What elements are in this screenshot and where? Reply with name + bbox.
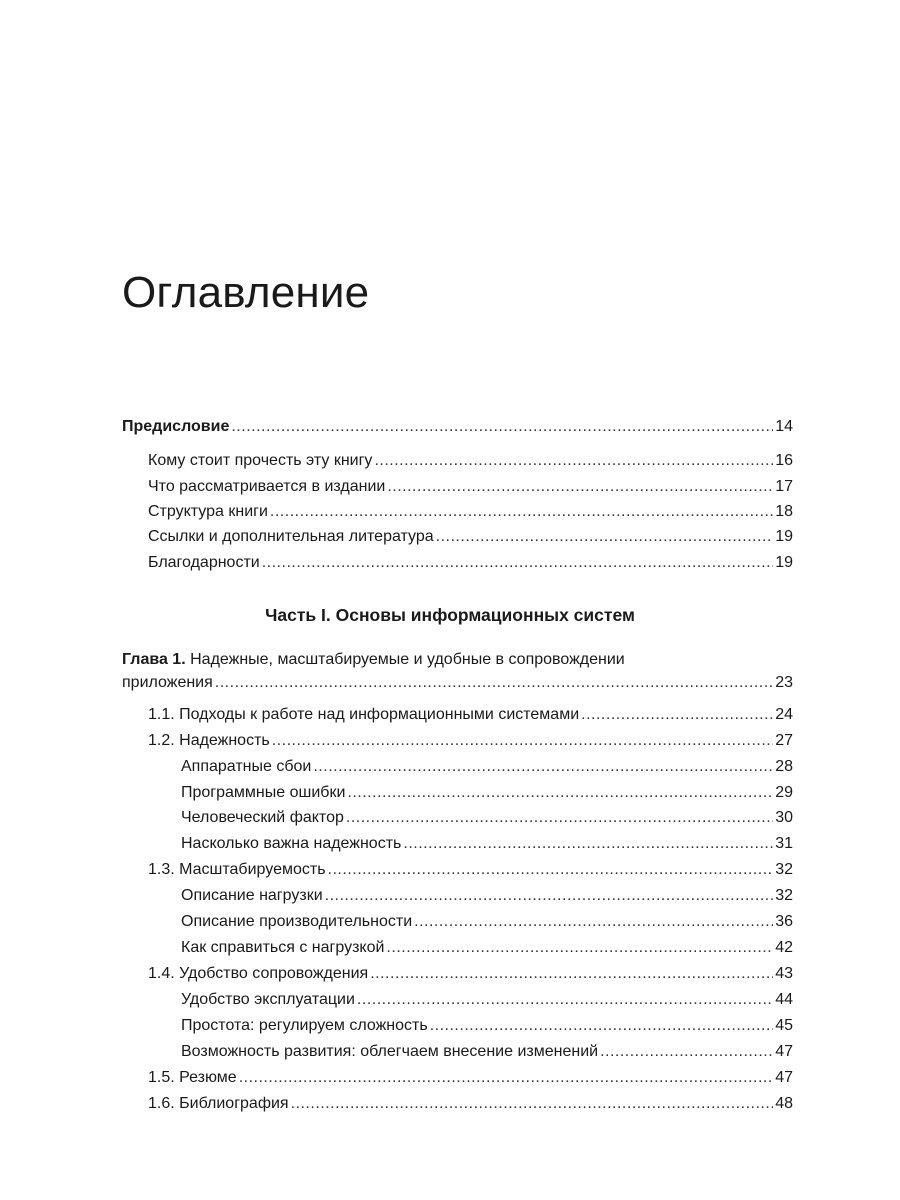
toc-page-number: 47 [775, 1069, 793, 1086]
toc-page-number: 24 [775, 706, 793, 723]
toc-page-number: 23 [775, 674, 793, 691]
toc-entry[interactable] [181, 990, 793, 1010]
toc-entry-label: Удобство эксплуатации [181, 991, 355, 1008]
toc-entry[interactable] [148, 964, 793, 984]
toc-entry-label: 1.6. Библиография [148, 1095, 289, 1112]
toc-entry-label: Аппаратные сбои [181, 758, 312, 775]
toc-page-number: 47 [775, 1043, 793, 1060]
toc-page-number: 48 [775, 1095, 793, 1112]
chapter-title-text: Надежные, масштабируемые и удобные в сопровождении [190, 651, 625, 668]
toc-entry[interactable] [148, 451, 793, 471]
toc-page-number: 32 [775, 887, 793, 904]
toc-entry[interactable] [148, 1094, 793, 1114]
toc-entry[interactable] [181, 886, 793, 906]
toc-page-number: 32 [775, 861, 793, 878]
toc-page-number: 43 [775, 965, 793, 982]
toc-entry-label: Описание производительности [181, 913, 413, 930]
dot-leader [328, 860, 774, 880]
toc-entry-label: 1.5. Резюме [148, 1069, 237, 1086]
dot-leader [600, 1042, 773, 1062]
chapter-prefix: Глава 1. [122, 651, 186, 668]
toc-page-number: 44 [775, 991, 793, 1008]
toc-entry[interactable] [148, 527, 793, 547]
toc-entry[interactable] [148, 477, 793, 497]
dot-leader [313, 757, 773, 777]
dot-leader [374, 451, 773, 471]
toc-entry-label: Что рассматривается в издании [148, 478, 386, 495]
dot-leader [346, 808, 773, 828]
dot-leader [436, 527, 774, 547]
dot-leader [262, 553, 773, 573]
toc-entry-preface[interactable] [122, 417, 793, 437]
toc-entry-label: Возможность развития: облегчаем внесение изменений [181, 1043, 599, 1060]
dot-leader [414, 912, 773, 932]
toc-page-number: 18 [775, 503, 793, 520]
toc-entry-label: Человеческий фактор [181, 809, 344, 826]
toc-entry-chapter[interactable] [122, 673, 793, 693]
toc-page-number: 45 [775, 1017, 793, 1034]
toc-entry-label: приложения [122, 674, 213, 691]
toc-entry-label: Программные ошибки [181, 784, 346, 801]
toc-entry[interactable] [181, 938, 793, 958]
toc-entry[interactable] [148, 731, 793, 751]
toc-entry[interactable] [148, 705, 793, 725]
toc-page-number: 17 [775, 478, 793, 495]
dot-leader [291, 1094, 774, 1114]
toc-entry-label: Кому стоит прочесть эту книгу [148, 452, 373, 469]
toc-page-number: 14 [775, 418, 793, 435]
dot-leader [347, 783, 773, 803]
toc-entry[interactable] [148, 502, 793, 522]
dot-leader [270, 502, 773, 522]
page-title: Оглавление [122, 268, 370, 317]
toc-entry[interactable] [148, 860, 793, 880]
toc-entry[interactable] [148, 553, 793, 573]
dot-leader [387, 477, 773, 497]
part-heading: Часть I. Основы информационных систем [265, 605, 635, 625]
toc-entry-label: Простота: регулируем сложность [181, 1017, 428, 1034]
toc-entry[interactable] [181, 783, 793, 803]
toc-page-number: 27 [775, 732, 793, 749]
dot-leader [430, 1016, 774, 1036]
toc-entry-label: Насколько важна надежность [181, 835, 402, 852]
toc-entry[interactable] [181, 808, 793, 828]
toc-page-number: 30 [775, 809, 793, 826]
dot-leader [239, 1068, 774, 1088]
toc-entry[interactable] [181, 912, 793, 932]
toc-page-number: 31 [775, 835, 793, 852]
dot-leader [357, 990, 773, 1010]
toc-entry-label: 1.4. Удобство сопровождения [148, 965, 369, 982]
dot-leader [325, 886, 774, 906]
chapter-title-line[interactable] [122, 650, 625, 670]
toc-page-number: 28 [775, 758, 793, 775]
dot-leader [215, 673, 773, 693]
toc-entry-label: 1.2. Надежность [148, 732, 270, 749]
toc-entry-label: 1.3. Масштабируемость [148, 861, 326, 878]
toc-entry-label: Благодарности [148, 554, 260, 571]
toc-entry[interactable] [181, 1016, 793, 1036]
toc-page-number: 29 [775, 784, 793, 801]
toc-page-number: 36 [775, 913, 793, 930]
dot-leader [386, 938, 773, 958]
dot-leader [370, 964, 773, 984]
toc-entry[interactable] [181, 757, 793, 777]
toc-page-number: 19 [775, 554, 793, 571]
toc-page-number: 16 [775, 452, 793, 469]
toc-entry-label: Описание нагрузки [181, 887, 323, 904]
dot-leader [581, 705, 773, 725]
toc-page-number: 19 [775, 528, 793, 545]
toc-entry-label: Предисловие [122, 418, 230, 435]
toc-entry[interactable] [148, 1068, 793, 1088]
toc-entry-label: Ссылки и дополнительная литература [148, 528, 434, 545]
dot-leader [403, 834, 773, 854]
toc-page-number: 42 [775, 939, 793, 956]
toc-entry-label: Как справиться с нагрузкой [181, 939, 385, 956]
toc-entry-label: 1.1. Подходы к работе над информационными системами [148, 706, 580, 723]
toc-entry-label: Структура книги [148, 503, 268, 520]
toc-entry[interactable] [181, 1042, 793, 1062]
dot-leader [231, 417, 773, 437]
dot-leader [272, 731, 773, 751]
toc-entry[interactable] [181, 834, 793, 854]
